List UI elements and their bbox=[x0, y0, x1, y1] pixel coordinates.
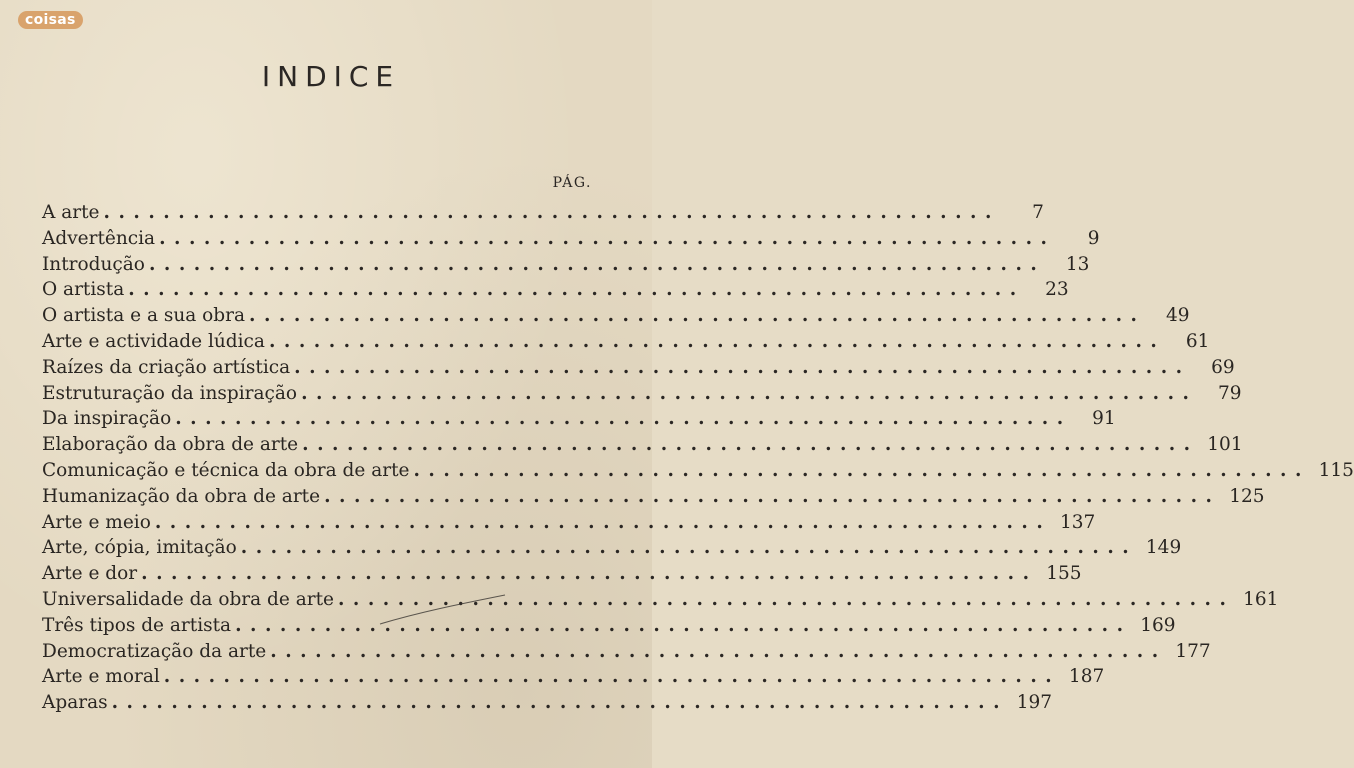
toc-entry-page-number: 101 bbox=[1207, 434, 1243, 456]
toc-entry bbox=[42, 406, 1116, 432]
toc-entry bbox=[42, 690, 1053, 716]
toc-entry bbox=[42, 252, 1090, 278]
dot-leader: ............................................................ bbox=[148, 253, 1046, 275]
toc-entry-page-number: 61 bbox=[1185, 330, 1210, 352]
toc-entry-title: Democratização da arte bbox=[42, 640, 267, 662]
toc-entry-page-number: 137 bbox=[1059, 511, 1096, 533]
toc-entry-title: Três tipos de artista bbox=[42, 614, 232, 636]
toc-entry-title: Arte e actividade lúdica bbox=[42, 330, 265, 352]
toc-entry-page-number: 155 bbox=[1046, 563, 1082, 585]
dot-leader: ............................................................ bbox=[268, 330, 1166, 352]
dot-leader: ............................................................ bbox=[128, 279, 1025, 301]
toc-entry-title: O artista bbox=[42, 279, 125, 301]
dot-leader: ............................................................ bbox=[175, 408, 1072, 430]
toc-entry bbox=[42, 226, 1100, 252]
toc-entry-page-number: 23 bbox=[1045, 279, 1069, 301]
toc-entry-title: Arte e dor bbox=[42, 563, 138, 585]
dot-leader: ............................................................ bbox=[270, 640, 1167, 662]
toc-entry-title: Universalidade da obra de arte bbox=[42, 588, 334, 610]
dot-leader: ............................................................ bbox=[103, 202, 1000, 223]
toc-entry-title: Arte e meio bbox=[42, 511, 151, 533]
toc-entry-page-number: 161 bbox=[1243, 588, 1279, 610]
toc-entry-page-number: 169 bbox=[1140, 614, 1176, 636]
toc-entry bbox=[42, 613, 1176, 639]
dot-leader: ............................................................ bbox=[111, 692, 1009, 714]
toc-entry-title: Aparas bbox=[42, 692, 108, 714]
toc-entry bbox=[42, 303, 1190, 329]
toc-entry bbox=[42, 381, 1242, 407]
toc-entry bbox=[42, 200, 1044, 226]
dot-leader: ............................................................ bbox=[249, 305, 1146, 327]
toc-entry-page-number: 177 bbox=[1175, 640, 1211, 662]
toc-entry bbox=[42, 561, 1082, 587]
watermark-badge: coisas bbox=[18, 11, 83, 29]
dot-leader: ............................................................ bbox=[154, 511, 1052, 533]
toc-entry-page-number: 7 bbox=[1032, 202, 1044, 223]
toc-entry-page-number: 9 bbox=[1087, 227, 1100, 249]
dot-leader: ............................................................ bbox=[240, 537, 1138, 559]
toc-entry-title: Raízes da criação artística bbox=[42, 356, 291, 378]
toc-entry-title: A arte bbox=[42, 202, 100, 223]
toc-entry-page-number: 69 bbox=[1211, 356, 1235, 378]
dot-leader: ............................................................ bbox=[141, 563, 1038, 585]
toc-entry bbox=[42, 484, 1265, 510]
toc-entry-page-number: 91 bbox=[1092, 408, 1116, 430]
toc-entry-page-number: 149 bbox=[1145, 537, 1182, 559]
toc-entry-title: Elaboração da obra de arte bbox=[42, 434, 299, 456]
toc-entry-title: Advertência bbox=[42, 227, 156, 249]
toc-entry bbox=[42, 510, 1096, 536]
table-of-contents bbox=[42, 200, 1354, 716]
dot-leader: ............................................................ bbox=[413, 459, 1310, 481]
toc-entry-page-number: 13 bbox=[1065, 253, 1090, 275]
dot-leader: ............................................................ bbox=[301, 382, 1198, 404]
toc-entry-title: Da inspiração bbox=[42, 408, 172, 430]
dot-leader: ............................................................ bbox=[163, 666, 1061, 688]
toc-entry bbox=[42, 432, 1243, 458]
dot-leader: ............................................................ bbox=[159, 227, 1056, 249]
toc-entry-page-number: 187 bbox=[1068, 666, 1105, 688]
toc-entry-title: Comunicação e técnica da obra de arte bbox=[42, 459, 410, 481]
toc-entry bbox=[42, 664, 1105, 690]
dot-leader: ............................................................ bbox=[324, 485, 1221, 507]
toc-entry-title: Arte, cópia, imitação bbox=[42, 537, 237, 559]
toc-entry-page-number: 125 bbox=[1229, 485, 1265, 507]
toc-entry bbox=[42, 535, 1182, 561]
toc-entry-page-number: 197 bbox=[1016, 692, 1053, 714]
toc-entry bbox=[42, 458, 1354, 484]
dot-leader: ............................................................ bbox=[294, 356, 1191, 378]
toc-entry-title: Humanização da obra de arte bbox=[42, 485, 321, 507]
toc-entry-page-number: 79 bbox=[1217, 382, 1242, 404]
toc-entry-title: Estruturação da inspiração bbox=[42, 382, 298, 404]
toc-entry-page-number: 49 bbox=[1165, 305, 1190, 327]
page-column-header: PÁG. bbox=[552, 175, 592, 191]
toc-entry-title: Arte e moral bbox=[42, 666, 160, 688]
toc-entry bbox=[42, 277, 1069, 303]
dot-leader: ............................................................ bbox=[337, 588, 1235, 610]
toc-entry bbox=[42, 355, 1235, 381]
dot-leader: ............................................................ bbox=[235, 614, 1132, 636]
toc-entry-title: Introdução bbox=[42, 253, 145, 275]
toc-entry bbox=[42, 639, 1211, 665]
dot-leader: ............................................................ bbox=[302, 434, 1199, 456]
toc-entry bbox=[42, 587, 1279, 613]
page-title: INDICE bbox=[261, 60, 401, 93]
toc-entry-title: O artista e a sua obra bbox=[42, 305, 246, 327]
toc-entry bbox=[42, 329, 1210, 355]
toc-entry-page-number: 115 bbox=[1318, 459, 1354, 481]
